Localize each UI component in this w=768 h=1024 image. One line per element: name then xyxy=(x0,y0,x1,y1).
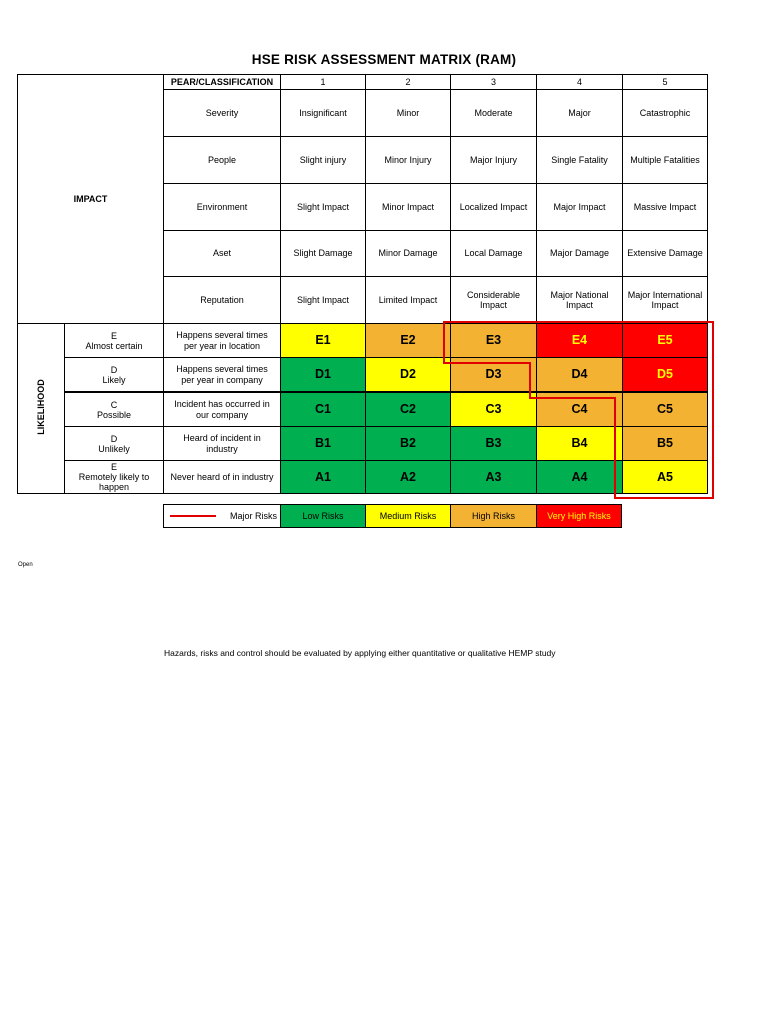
impact-value: Slight Impact xyxy=(280,183,366,231)
likelihood-name: Likely xyxy=(102,374,126,385)
risk-cell-d4: D4 xyxy=(536,357,623,392)
likelihood-level xyxy=(64,323,164,358)
risk-cell-a4: A4 xyxy=(536,460,623,494)
impact-label-cell xyxy=(17,74,164,324)
likelihood-code: E xyxy=(110,330,117,341)
impact-value: Minor xyxy=(365,89,451,137)
impact-value: Major Damage xyxy=(536,230,623,277)
major-risk-outline xyxy=(443,321,714,323)
likelihood-name: Unlikely xyxy=(98,443,130,454)
impact-row-label: People xyxy=(163,136,281,184)
risk-cell-a5: A5 xyxy=(622,460,708,494)
impact-value: Minor Damage xyxy=(365,230,451,277)
likelihood-description: Incident has occurred in our company xyxy=(163,392,281,427)
risk-cell-c1: C1 xyxy=(280,392,366,427)
risk-cell-d5: D5 xyxy=(622,357,708,392)
impact-row-label: Aset xyxy=(163,230,281,277)
likelihood-level xyxy=(64,357,164,392)
classification-header: PEAR/CLASSIFICATION xyxy=(163,74,281,90)
small-note: Open xyxy=(18,562,33,568)
impact-value: Minor Injury xyxy=(365,136,451,184)
impact-value: Insignificant xyxy=(280,89,366,137)
legend-high-risks: High Risks xyxy=(450,504,537,528)
column-header-1: 1 xyxy=(280,74,366,90)
likelihood-level xyxy=(64,392,164,427)
impact-value: Local Damage xyxy=(450,230,537,277)
major-risk-outline xyxy=(529,397,615,399)
likelihood-name: Possible xyxy=(96,409,132,420)
impact-value: Massive Impact xyxy=(622,183,708,231)
impact-value: Moderate xyxy=(450,89,537,137)
risk-cell-c3: C3 xyxy=(450,392,537,427)
impact-value: Slight Damage xyxy=(280,230,366,277)
risk-cell-b3: B3 xyxy=(450,426,537,461)
risk-cell-c2: C2 xyxy=(365,392,451,427)
major-risk-outline xyxy=(443,362,530,364)
impact-row-label: Severity xyxy=(163,89,281,137)
impact-value: Catastrophic xyxy=(622,89,708,137)
impact-value: Considerable Impact xyxy=(450,276,537,324)
column-header-2: 2 xyxy=(365,74,451,90)
risk-cell-e3: E3 xyxy=(450,323,537,358)
impact-value: Single Fatality xyxy=(536,136,623,184)
risk-cell-e1: E1 xyxy=(280,323,366,358)
impact-row-label: Environment xyxy=(163,183,281,231)
risk-cell-b1: B1 xyxy=(280,426,366,461)
impact-value: Extensive Damage xyxy=(622,230,708,277)
risk-cell-e4: E4 xyxy=(536,323,623,358)
impact-value: Major xyxy=(536,89,623,137)
column-header-3: 3 xyxy=(450,74,537,90)
impact-value: Major Injury xyxy=(450,136,537,184)
impact-label: IMPACT xyxy=(73,193,108,204)
likelihood-name: Almost certain xyxy=(85,340,143,351)
likelihood-code: E xyxy=(110,462,117,472)
risk-cell-d3: D3 xyxy=(450,357,537,392)
major-risk-outline xyxy=(712,321,714,499)
legend-medium-risks: Medium Risks xyxy=(365,504,451,528)
risk-cell-b5: B5 xyxy=(622,426,708,461)
major-risk-outline xyxy=(614,497,714,499)
legend-major-risks-label: Major Risks xyxy=(229,510,277,521)
risk-cell-a2: A2 xyxy=(365,460,451,494)
impact-value: Limited Impact xyxy=(365,276,451,324)
likelihood-description: Happens several times per year in company xyxy=(163,357,281,392)
risk-cell-e2: E2 xyxy=(365,323,451,358)
likelihood-name: Remotely likely to happen xyxy=(78,472,150,492)
risk-cell-c5: C5 xyxy=(622,392,708,427)
major-risk-line-icon xyxy=(170,515,216,517)
likelihood-code: C xyxy=(110,399,118,410)
column-header-4: 4 xyxy=(536,74,623,90)
page-title: HSE RISK ASSESSMENT MATRIX (RAM) xyxy=(251,52,517,67)
likelihood-code: D xyxy=(110,433,118,444)
likelihood-description: Never heard of in industry xyxy=(163,460,281,494)
likelihood-description: Heard of incident in industry xyxy=(163,426,281,461)
impact-value: Slight Impact xyxy=(280,276,366,324)
risk-cell-c4: C4 xyxy=(536,392,623,427)
likelihood-label: LIKELIHOOD xyxy=(36,379,46,435)
risk-cell-a3: A3 xyxy=(450,460,537,494)
impact-value: Localized Impact xyxy=(450,183,537,231)
impact-row-label: Reputation xyxy=(163,276,281,324)
risk-cell-d1: D1 xyxy=(280,357,366,392)
major-risk-outline xyxy=(529,362,531,398)
impact-value: Minor Impact xyxy=(365,183,451,231)
risk-cell-d2: D2 xyxy=(365,357,451,392)
major-risk-outline xyxy=(443,321,445,363)
legend-very-high-risks: Very High Risks xyxy=(536,504,622,528)
column-header-5: 5 xyxy=(622,74,708,90)
likelihood-description: Happens several times per year in location xyxy=(163,323,281,358)
impact-value: Multiple Fatalities xyxy=(622,136,708,184)
impact-value: Major Impact xyxy=(536,183,623,231)
major-risk-outline xyxy=(614,397,616,498)
likelihood-level xyxy=(64,460,164,494)
likelihood-code: D xyxy=(110,364,118,375)
legend-major-risks xyxy=(163,504,281,528)
legend-low-risks: Low Risks xyxy=(280,504,366,528)
impact-value: Major National Impact xyxy=(536,276,623,324)
likelihood-level xyxy=(64,426,164,461)
risk-cell-a1: A1 xyxy=(280,460,366,494)
impact-value: Major International Impact xyxy=(622,276,708,324)
risk-cell-b4: B4 xyxy=(536,426,623,461)
risk-cell-e5: E5 xyxy=(622,323,708,358)
risk-cell-b2: B2 xyxy=(365,426,451,461)
impact-value: Slight injury xyxy=(280,136,366,184)
footer-note: Hazards, risks and control should be evaluated by applying either quantitative or qualitative HEMP study xyxy=(164,648,556,658)
